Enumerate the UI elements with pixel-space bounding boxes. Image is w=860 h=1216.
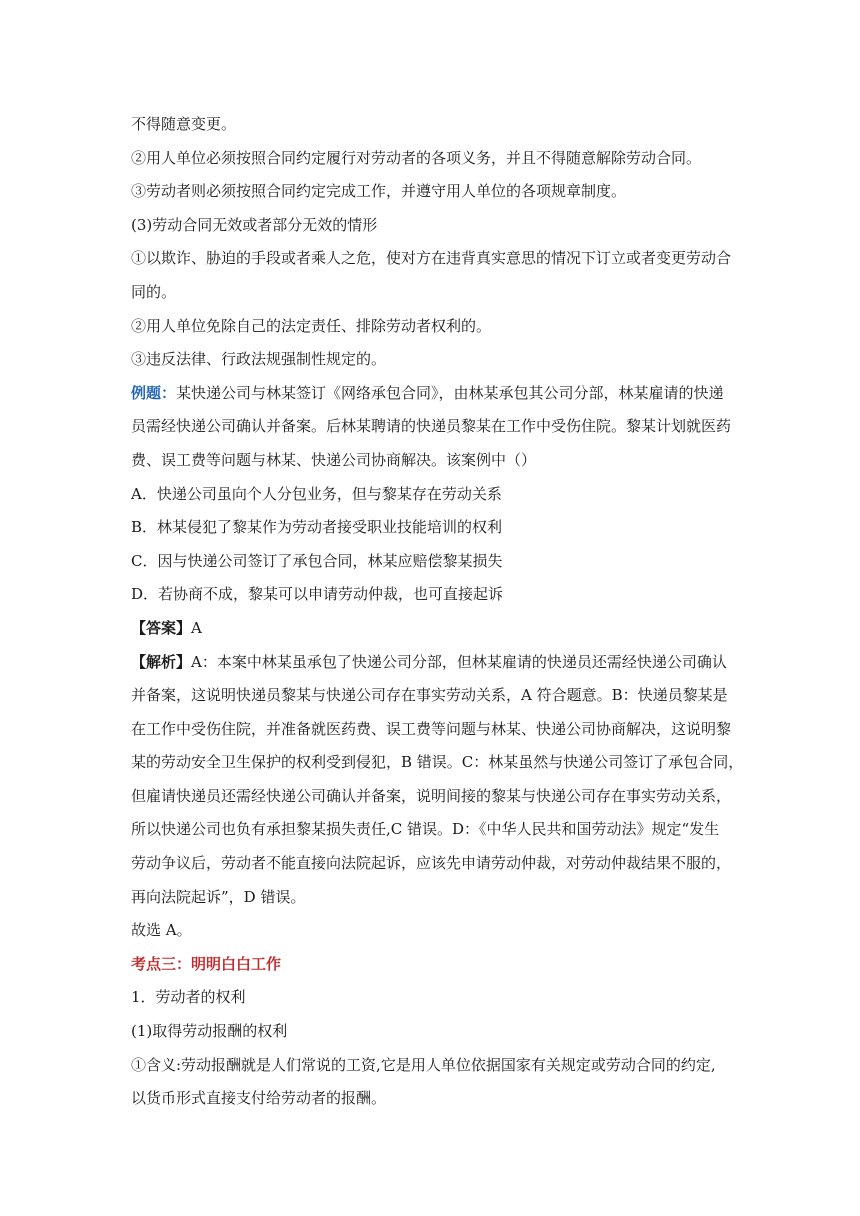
subsection-heading: (3)劳动合同无效或者部分无效的情形 xyxy=(131,215,378,234)
subsection-heading: (1)取得劳动报酬的权利 xyxy=(131,1022,288,1041)
text-line: ③劳动者则必须按照合同约定完成工作，并遵守用人单位的各项规章制度。 xyxy=(131,182,627,201)
text-line: 劳动争议后，劳动者不能直接向法院起诉，应该先申请劳动仲裁，对劳动仲裁结果不服的， xyxy=(131,854,732,873)
answer-value: A xyxy=(191,618,202,637)
text-line: 某的劳动安全卫生保护的权利受到侵犯，B 错误。C：林某虽然与快递公司签订了承包合同， xyxy=(131,753,744,772)
list-heading: 1．劳动者的权利 xyxy=(131,988,246,1007)
option-c: C．因与快递公司签订了承包合同，林某应赔偿黎某损失 xyxy=(131,551,503,570)
text-line: 所以快递公司也负有承担黎某损失责任,C 错误。D：《中华人民共和国劳动法》规定“发生 xyxy=(131,820,720,839)
text-line: 费、误工费等问题与林某、快递公司协商解决。该案例中（） xyxy=(131,450,537,469)
option-d: D．若协商不成，黎某可以申请劳动仲裁，也可直接起诉 xyxy=(131,585,504,604)
document-page xyxy=(131,108,744,1116)
section-heading: 考点三：明明白白工作 xyxy=(131,954,282,973)
analysis-label: 【解析】 xyxy=(131,652,192,671)
answer-line xyxy=(131,612,731,646)
option-b: B．林某侵犯了黎某作为劳动者接受职业技能培训的权利 xyxy=(131,518,503,537)
text-line: ③违反法律、行政法规强制性规定的。 xyxy=(131,350,387,369)
text-line: 同的。 xyxy=(131,282,177,301)
example-text: 某快递公司与林某签订《网络承包合同》，由林某承包其公司分部，林某雇请的快递 xyxy=(176,383,724,402)
text-line: 故选 A。 xyxy=(131,921,192,940)
analysis-line xyxy=(131,646,731,680)
text-line: ①含义:劳动报酬就是人们常说的工资,它是用人单位依据国家有关规定或劳动合同的约定, xyxy=(131,1055,716,1074)
answer-label: 【答案】 xyxy=(131,618,192,637)
example-label: 例题： xyxy=(131,383,177,402)
text-line: 不得随意变更。 xyxy=(131,115,237,133)
text-line: 再向法院起诉”，D 错误。 xyxy=(131,887,306,906)
text-line: 以货币形式直接支付给劳动者的报酬。 xyxy=(131,1089,387,1108)
text-line: 但雇请快递员还需经快递公司确认并备案，说明间接的黎某与快递公司存在事实劳动关系， xyxy=(131,786,732,805)
text-line: ①以欺诈、胁迫的手段或者乘人之危，使对方在违背真实意思的情况下订立或者变更劳动合 xyxy=(131,249,732,268)
example-question-line xyxy=(131,377,731,411)
text-line: ②用人单位免除自己的法定责任、排除劳动者权利的。 xyxy=(131,316,492,335)
option-a: A．快递公司虽向个人分包业务，但与黎某存在劳动关系 xyxy=(131,484,502,503)
analysis-text: A：本案中林某虽承包了快递公司分部，但林某雇请的快递员还需经快递公司确认 xyxy=(191,652,727,671)
text-line: 在工作中受伤住院，并准备就医药费、误工费等问题与林某、快递公司协商解决，这说明黎 xyxy=(131,719,732,738)
text-line: 员需经快递公司确认并备案。后林某聘请的快递员黎某在工作中受伤住院。黎某计划就医药 xyxy=(131,417,732,436)
text-line: ②用人单位必须按照合同约定履行对劳动者的各项义务，并且不得随意解除劳动合同。 xyxy=(131,148,702,167)
text-line: 并备案，这说明快递员黎某与快递公司存在事实劳动关系，A 符合题意。B：快递员黎某是 xyxy=(131,686,728,705)
